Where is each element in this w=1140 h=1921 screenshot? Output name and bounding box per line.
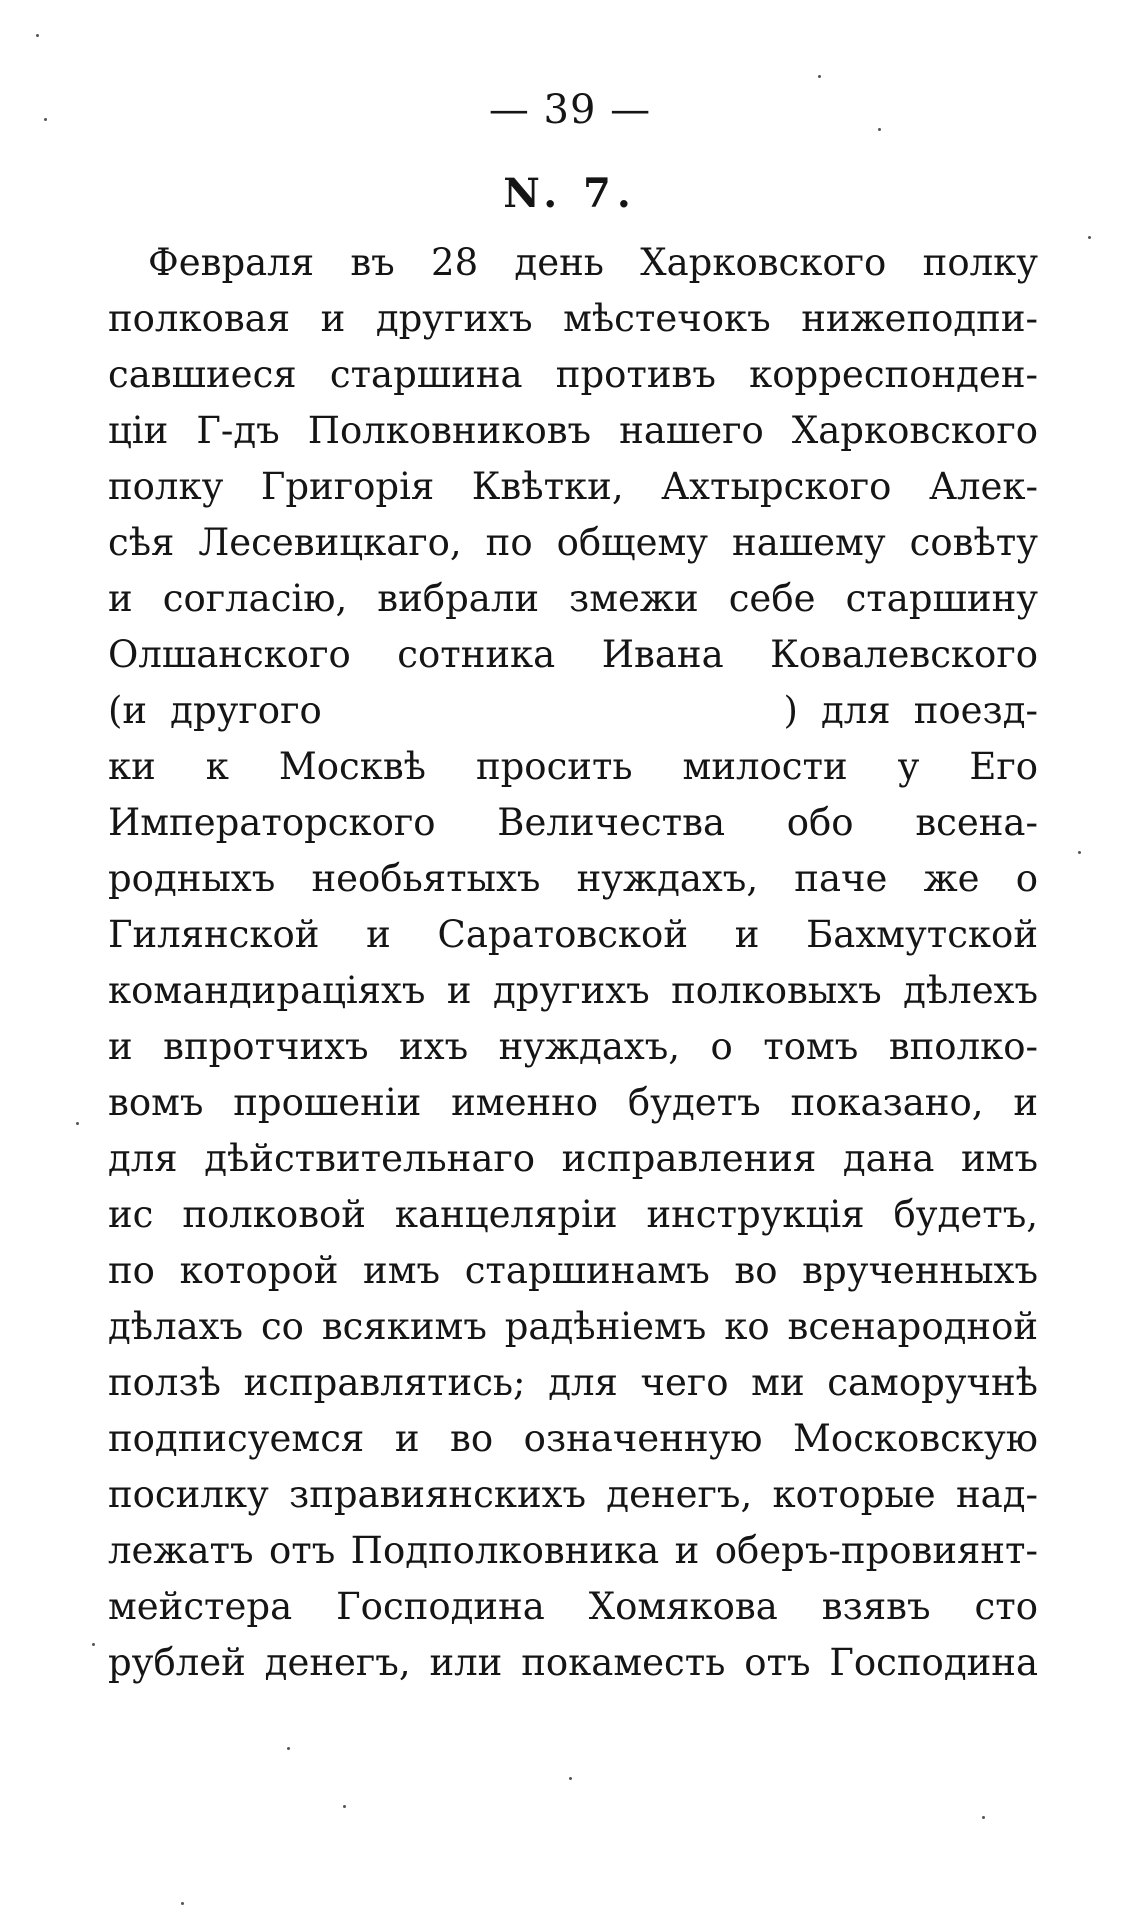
text-line: Олшанского сотника Ивана Ковалевского <box>108 633 1038 676</box>
text-line: Гилянской и Саратовской и Бахмутской <box>108 913 1038 956</box>
text-line: мейстера Господина Хомякова взявъ сто <box>108 1585 1038 1628</box>
text-line: лежатъ отъ Подполковника и оберъ-провиянт- <box>108 1529 1038 1572</box>
text-line: полковая и другихъ мѣстечокъ нижеподпи- <box>108 297 1038 340</box>
scan-speck <box>287 1747 290 1750</box>
scan-speck <box>181 1902 184 1905</box>
scan-speck <box>44 118 47 121</box>
scan-speck <box>1078 851 1081 854</box>
scan-speck <box>569 1777 572 1780</box>
text-line: Императорского Величества обо всена- <box>108 801 1038 844</box>
text-line: дѣлахъ со всякимъ радѣніемъ ко всенародной <box>108 1305 1038 1348</box>
text-line: полку Григорія Квѣтки, Ахтырского Алек- <box>108 465 1038 508</box>
text-line: родныхъ необьятыхъ нуждахъ, паче же о <box>108 857 1038 900</box>
text-line: посилку зправиянскихъ денегъ, которые над- <box>108 1473 1038 1516</box>
scan-speck <box>982 1816 985 1819</box>
document-heading: N. 7. <box>503 170 637 217</box>
page-number: — 39 — <box>488 87 652 133</box>
body-text <box>108 235 1038 1691</box>
text-line: ис полковой канцеляріи инструкція будетъ, <box>108 1193 1038 1236</box>
text-line: по которой имъ старшинамъ во врученныхъ <box>108 1249 1038 1292</box>
text-line: (и другого ) для поезд- <box>108 689 1038 732</box>
scan-speck <box>76 1122 79 1125</box>
scan-speck <box>878 128 881 131</box>
text-line: рублей денегъ, или покаместь отъ Господина <box>108 1641 1038 1684</box>
text-line: савшиеся старшина противъ корреспонден- <box>108 353 1038 396</box>
text-line: вомъ прошеніи именно будетъ показано, и <box>108 1081 1038 1124</box>
scan-speck <box>92 1643 95 1646</box>
text-line: ползѣ исправлятись; для чего ми саморучнѣ <box>108 1361 1038 1404</box>
text-line: ціи Г-дъ Полковниковъ нашего Харковского <box>108 409 1038 452</box>
text-line: командираціяхъ и другихъ полковыхъ дѣлехъ <box>108 969 1038 1012</box>
text-line: и впротчихъ ихъ нуждахъ, о томъ вполко- <box>108 1025 1038 1068</box>
text-line: ки к Москвѣ просить милости у Его <box>108 745 1038 788</box>
text-line: и согласію, вибрали змежи себе старшину <box>108 577 1038 620</box>
text-line: сѣя Лесевицкаго, по общему нашему совѣту <box>108 521 1038 564</box>
scan-speck <box>818 75 821 78</box>
text-line: Февраля въ 28 день Харковского полку <box>148 241 1038 284</box>
text-line: для дѣйствительнаго исправления дана имъ <box>108 1137 1038 1180</box>
text-line: подписуемся и во означенную Московскую <box>108 1417 1038 1460</box>
scan-speck <box>36 34 39 37</box>
scan-speck <box>343 1805 346 1808</box>
scan-speck <box>1088 236 1091 239</box>
